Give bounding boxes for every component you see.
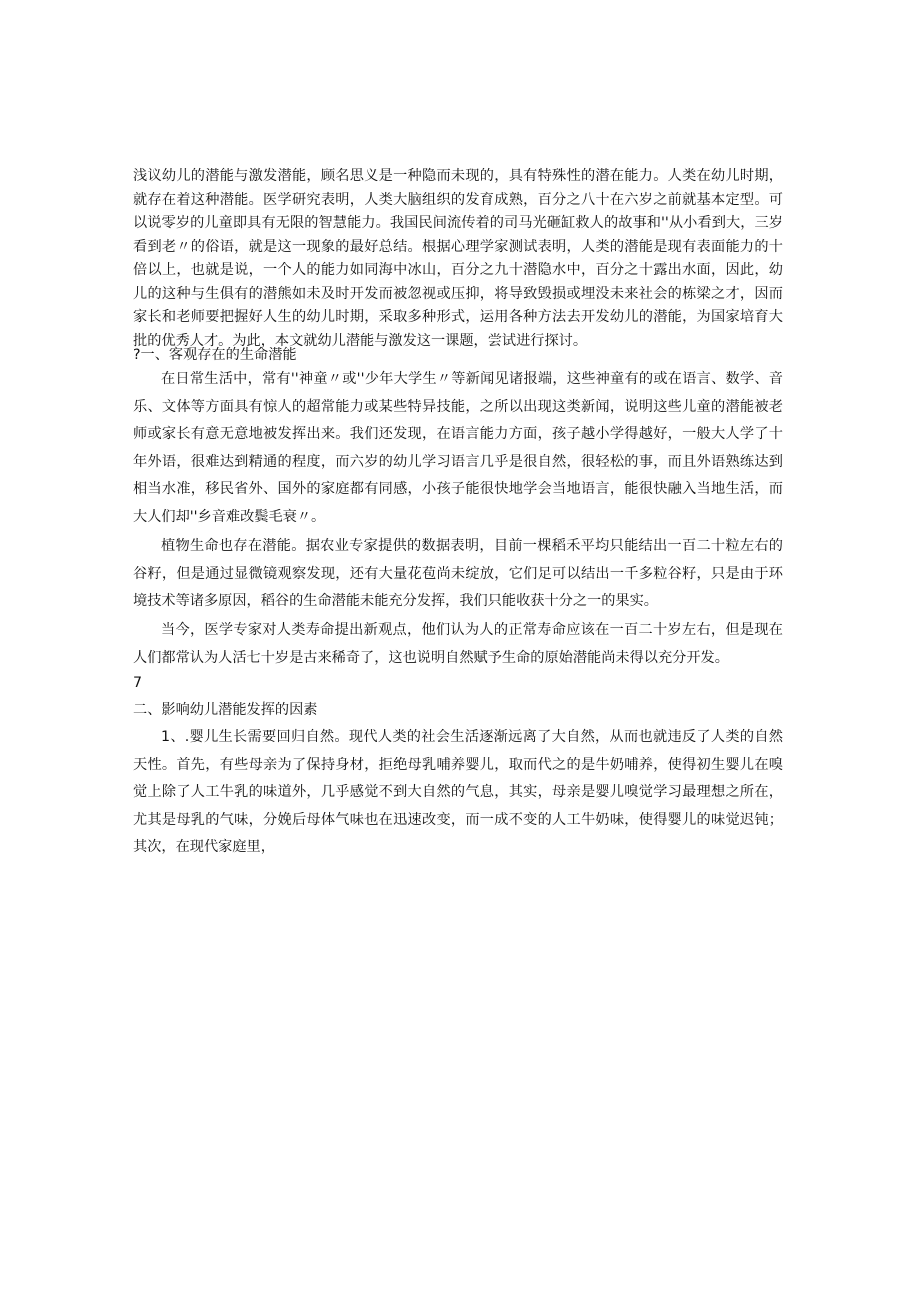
stray-mark: 7 bbox=[133, 675, 143, 691]
section-heading-1: ?一、客观存在的生命潜能 bbox=[133, 347, 297, 363]
paragraph-lifespan: 当今，医学专家对人类寿命提出新观点，他们认为人的正常寿命应该在一百二十岁左右，但是现在人们都常认为人活七十岁是古来稀奇了，这也说明自然赋予生命的原始潜能尚未得以充分开发。 bbox=[133, 622, 783, 666]
paragraph-child-prodigies: 在日常生活中，常有''神童〃或''少年大学生〃等新闻见诸报端，这些神童有的或在语言、数学、音乐、文体等方面具有惊人的超常能力或某些特异技能，之所以出现这类新闻，说明这些儿童的潜能被老师或家长有意无意地被发挥出来。我们还发现，在语言能力方面，孩子越小学得越好，一般大人学了十年外语，很难达到精通的程度，而六岁的幼儿学习语言几乎是很自然，很轻松的事，而且外语熟练达到相当水准，移民省外、国外的家庭都有同感，小孩子能很快地学会当地语言，能很快融入当地生活，而大人们却''乡音难改鬓毛衰〃。 bbox=[133, 371, 783, 525]
paragraph-plant-potential: 植物生命也存在潜能。据农业专家提供的数据表明，目前一棵稻禾平均只能结出一百二十粒左右的谷籽，但是通过显微镜观察发现，还有大量花苞尚未绽放，它们足可以结出一千多粒谷籽，只是由于环境技术等诸多原因，稻谷的生命潜能未能充分发挥，我们只能收获十分之一的果实。 bbox=[133, 538, 783, 610]
paragraph-return-to-nature: 1、.婴儿生长需要回归自然。现代人类的社会生活逐渐远离了大自然，从而也就违反了人类的自然天性。首先，有些母亲为了保持身材，拒绝母乳哺养婴儿，取而代之的是牛奶哺养，使得初生婴儿在嗅觉上除了人工牛乳的味道外，几乎感觉不到大自然的气息，其实，母亲是婴儿嗅觉学习最理想之所在，尤其是母乳的气味，分娩后母体气味也在迅速改变，而一成不变的人工牛奶味，使得婴儿的味觉迟钝；其次，在现代家庭里， bbox=[133, 729, 783, 856]
intro-paragraph: 浅议幼儿的潜能与激发潜能，顾名思义是一种隐而未现的，具有特殊性的潜在能力。人类在幼儿时期，就存在着这种潜能。医学研究表明，人类大脑组织的发育成熟，百分之八十在六岁之前就基本定型。可以说零岁的儿童即具有无限的智慧能力。我国民间流传着的司马光砸缸救人的故事和''从小看到大，三岁看到老〃的俗语，就是这一现象的最好总结。根据心理学家测试表明，人类的潜能是现有表面能力的十倍以上，也就是说，一个人的能力如同海中冰山，百分之九十潜隐水中，百分之十露出水面，因此，幼儿的这种与生俱有的潜熊如未及时开发而被忽视或压抑，将导致毁损或埋没未来社会的栋梁之才，因而家长和老师要把握好人生的幼儿时期，采取多种形式，运用各种方法去开发幼儿的潜能，为国家培育大批的优秀人才。为此，本文就幼儿潜能与激发这一课题，尝试进行探讨。 bbox=[133, 168, 783, 349]
section-heading-2: 二、影响幼儿潜能发挥的因素 bbox=[133, 702, 318, 718]
